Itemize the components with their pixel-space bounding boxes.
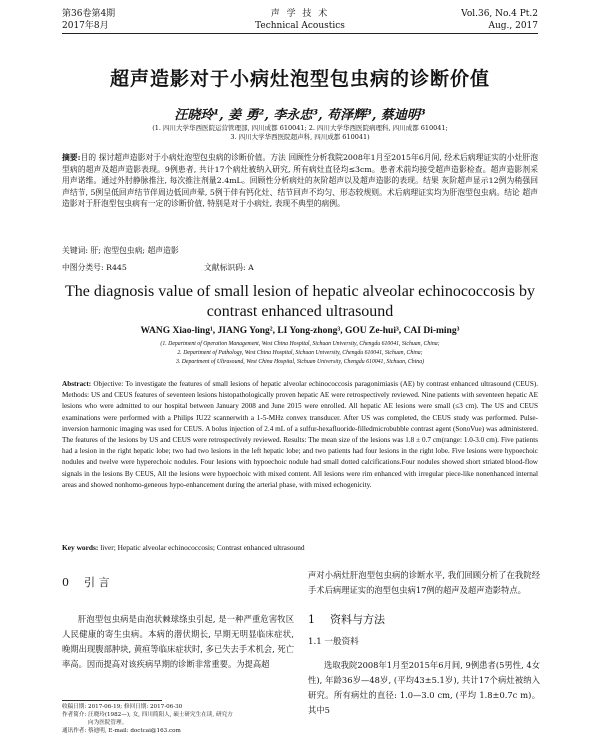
clc-number: 中图分类号: R445 xyxy=(62,263,127,272)
abstract-cn-text: 目的 探讨超声造影对于小病灶泡型包虫病的诊断价值。方法 回顾性分析我院2008年1月至2015年6月间, 经术后病理证实的小灶肝泡型病的超声及超声造影表现。9例患者, 共计17个病灶被纳入研究, 所有病灶直径均≤3cm。患者术前均接受超声造影检查。超声造影剂采用声诺维。通过外肘静脉推注, 每次推注剂量2.4mL。回顾性分析病灶的灰阶超声以及超声造影的表现。结果 灰阶超声显示12例为稍强回声结节, 5例呈低回声结节伴周边低回声晕, 5例于伴有钙化灶、结节回声不均匀、形态较规则。术后病理证实均为肝泡型包虫病。结论 超声造影对于肝泡型包虫病有一定的诊断价值, 特别是对于小病灶, 表现不典型的病例。 xyxy=(62,153,538,208)
keywords-en-label: Key words: xyxy=(62,543,99,552)
footnote-corresponding: 通讯作者: 蔡迪明, E-mail: doctcai@163.com xyxy=(62,728,181,734)
keywords-english xyxy=(62,543,538,552)
title-english: The diagnosis value of small lesion of hepatic alveolar echinococcosis by contrast enhanced ultrasound xyxy=(64,283,536,320)
classification-chinese xyxy=(62,262,538,273)
authors-english: WANG Xiao-ling¹, JIANG Yong², LI Yong-zhong³, GOU Ze-hui³, CAI Di-ming³ xyxy=(140,326,460,336)
affiliations-english: (1. Department of Operation Management, West China Hospital, Sichuan University, Chengdu 610041, Sichuan, China; 2. Department of Pathology, West China Hospital, Sichuan University, Chengdu 610041, Sichuan, China; 3. Department of Ultrasound, West China Hospital, Sichuan University, Chengdu 610041, Sichuan, China) xyxy=(160,341,440,365)
abstract-cn-label: 摘要: xyxy=(62,153,81,162)
abstract-chinese xyxy=(62,152,538,210)
footnotes xyxy=(62,703,294,735)
keywords-chinese: 关键词: 肝; 泡型包虫病; 超声造影 xyxy=(62,246,179,255)
header-volume: 第36卷第4期 2017年8月 xyxy=(62,9,116,31)
title-chinese: 超声造影对于小病灶泡型包虫病的诊断价值 xyxy=(109,68,490,90)
authors-chinese: 汪晓玲¹, 姜 勇², 李永忠³, 苟泽辉³, 蔡迪明³ xyxy=(174,108,426,123)
right-column xyxy=(308,568,540,718)
footnote-author: 作者简介: 汪晓玲(1982—), 女, 四川简阳人, 硕士研究生在读, 研究方 xyxy=(62,712,233,718)
abstract-en-label: Abstract: xyxy=(62,380,92,388)
subsection-heading-general: 1.1 一般资料 xyxy=(308,637,359,647)
section-heading-intro: 0 引 言 xyxy=(62,576,110,589)
running-header xyxy=(62,8,538,34)
intro-continuation: 声对小病灶肝泡型包虫病的诊断水平, 我们回顾分析了在我院经手术后病理证实的泡型包虫病17例的超声及超声造影特点。 xyxy=(308,570,540,595)
general-data-paragraph: 选取我院2008年1月至2015年6月间, 9例患者(5男性, 4女性), 年龄36岁—48岁, (平均43±5.1岁), 共计17个病灶被纳入研究。所有病灶的直径: 1.0—3.0 cm, (平均 1.8±0.7c m)。其中5 xyxy=(308,660,540,715)
footnote-author-cont: 向为医院管理。 xyxy=(88,720,128,726)
abstract-en-text: Objective: To investigate the features of small lesions of hepatic alveolar echinococcosis paragonimiasis (AE) by contrast enhanced ultrasound (CEUS). Methods: US and CEUS features of seventeen lesions histopathologically proven hepatic AE were retrospectively reviewed. Nine patients with seventeen hepatic AE lesions who were admitted to our hospital between January 2008 and June 2015 were enrolled. All hepatic AE lesions were small (≤3 cm). The US and CEUS examinations were performed with a Philips IU22 scannerwith a 1-5-MHz convex transducer. After US was completed, the CEUS study was performed. Pulse-inversion harmonic imaging was used for CEUS. A bolus injection of 2.4 mL of a sulfur-hexafluoride-filledmicrobubble contrast agent (SonoVue) was administered. The features of the lesions by US and CEUS were retrospectively reviewed. Results: The mean size of the lesions was 1.8 ± 0.7 cm(range: 1.0-3.0 cm). Five patients had a lesion in the right hepatic lobe; two had two lesions in the left hepatic lobe; and two patients had four lesions in the right lobe. Five lesions were hypoechoic nodules and twelve were hyperechoic nodules. Four lesions with hypoechoic nodule had small dotted calcifications.Four nodules showed short striated blood-flow signals in the lesions By CEUS, All the lesions were hypoechoic with mixed content. All lesions were rim enhanced with irregular piece-like nonenhanced internal areas and showed nonhomo-geneous hypo-enhancement during the arterial phase, with mixed echogenicity. xyxy=(62,380,539,489)
header-rule xyxy=(62,33,538,34)
document-code: 文献标识码: A xyxy=(204,263,254,272)
header-issue: Vol.36, No.4 Pt.2 Aug., 2017 xyxy=(461,9,538,31)
section-heading-methods: 1 资料与方法 xyxy=(308,613,385,626)
affiliations-chinese: (1. 四川大学华西医院运营管理部, 四川成都 610041; 2. 四川大学华西医院病理科, 四川成都 610041; 3. 四川大学华西医院超声科, 四川成都 610041) xyxy=(152,124,448,141)
footnote-rule xyxy=(62,700,162,701)
abstract-english xyxy=(62,379,538,491)
footnote-received: 收稿日期: 2017-06-19; 修回日期: 2017-06-30 xyxy=(62,704,183,710)
header-journal: 声 学 技 术 Technical Acoustics xyxy=(255,9,345,31)
intro-paragraph: 肝泡型包虫病是由泡状棘球绦虫引起, 是一种严重危害牧区人民健康的寄生虫病。本病的潜伏期长, 早期无明显临床症状, 晚期出现腹部肿块, 黄疸等临床症状时, 多已失去手术机会, 死亡率高。因而提高对该疾病早期的诊断非常重要。为提高超 xyxy=(62,614,294,669)
left-column xyxy=(62,575,294,672)
keywords-en-text: liver; Hepatic alveolar echinococcosis; Contrast enhanced ultrasound xyxy=(100,543,305,552)
